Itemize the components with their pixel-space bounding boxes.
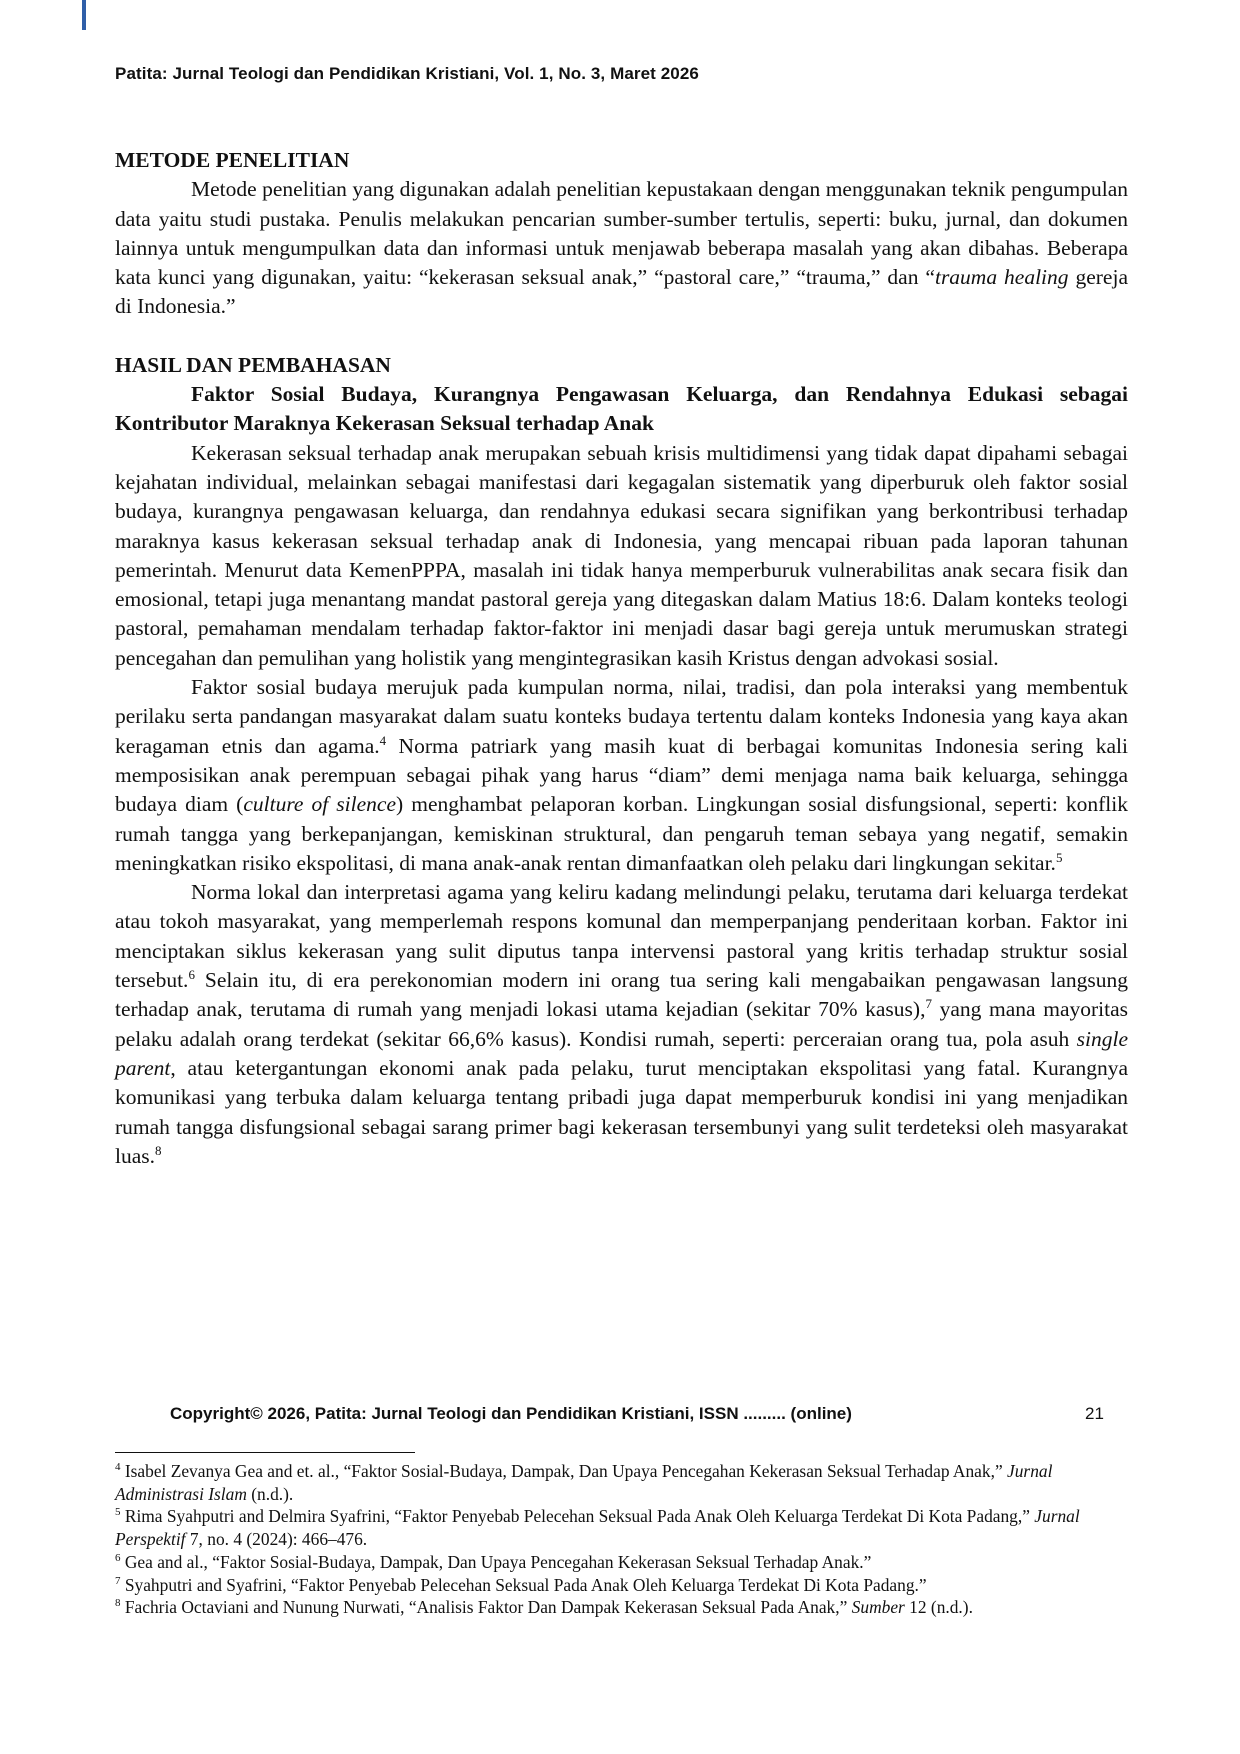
hasil-paragraph-2: Faktor sosial budaya merujuk pada kumpulan norma, nilai, tradisi, dan pola interaksi yang membentuk perilaku serta pandangan masyarakat dalam suatu konteks budaya tertentu dalam konteks Indonesia yang kaya akan keragaman etnis dan agama.$^4$ Norma patriark yang masih kuat di berbagai komunitas Indonesia sering kali memposisikan anak perempuan sebagai pihak yang harus “diam” demi menjaga nama baik keluarga, sehingga budaya diam (culture of silence) menghambat pelaporan korban. Lingkungan sosial disfungsional, seperti: konflik rumah tangga yang berkepanjangan, kemiskinan struktural, dan pengaruh teman sebaya yang negatif, semakin meningkatkan risiko ekspolitasi, di mana anak-anak rentan dimanfaatkan oleh pelaku dari lingkungan sekitar.$^5$ — [115, 675, 1129, 875]
footnote-item: $^8$ Fachria Octaviani and Nunung Nurwati, “Analisis Faktor Dan Dampak Kekerasan Seksual Pada Anak,” Sumber 12 (n.d.). — [115, 1597, 973, 1618]
hasil-paragraph-1: Kekerasan seksual terhadap anak merupakan sebuah krisis multidimensi yang tidak dapat dipahami sebagai kejahatan individual, melainkan sebagai manifestasi dari kegagalan sistematik yang diperburuk oleh faktor sosial budaya, kurangnya pengawasan keluarga, dan rendahnya edukasi secara signifikan yang berkontribusi terhadap maraknya kasus kekerasan seksual terhadap anak di Indonesia, yang mencapai ribuan pada laporan tahunan pemerintah. Menurut data KemenPPPA, masalah ini tidak hanya memperburuk vulnerabilitas anak secara fisik dan emosional, tetapi juga menantang mandat pastoral gereja yang ditegaskan dalam Matius 18:6. Dalam konteks teologi pastoral, pemahaman mendalam terhadap faktor-faktor ini menjadi dasar bagi gereja untuk merumuskan strategi pencegahan dan pemulihan yang holistik yang mengintegrasikan kasih Kristus dengan advokasi sosial. — [115, 440, 1128, 670]
metode-paragraph: Metode penelitian yang digunakan adalah penelitian kepustakaan dengan menggunakan teknik pengumpulan data yaitu studi pustaka. Penulis melakukan pencarian sumber-sumber tertulis, seperti: buku, jurnal, dan dokumen lainnya untuk mengumpulkan data dan informasi untuk menjawab beberapa masalah yang akan dibahas. Beberapa kata kunci yang digunakan, yaitu: “kekerasan seksual anak,” “pastoral care,” “trauma,” dan “trauma healing gereja di Indonesia.” — [115, 177, 1128, 319]
article-body — [115, 146, 1128, 1171]
footnote-item: $^5$ Rima Syahputri and Delmira Syafrini, “Faktor Penyebab Pelecehan Seksual Pada Anak Oleh Keluarga Terdekat Di Kota Padang,” Jurnal Perspektif 7, no. 4 (2024): 466–476. — [115, 1506, 1080, 1550]
footnote-item: $^4$ Isabel Zevanya Gea and et. al., “Faktor Sosial-Budaya, Dampak, Dan Upaya Pencegahan Kekerasan Seksual Terhadap Anak,” Jurnal Administrasi Islam (n.d.). — [115, 1461, 1053, 1504]
footnotes — [115, 1460, 1128, 1619]
copyright-notice: Copyright© 2026, Patita: Jurnal Teologi dan Pendidikan Kristiani, ISSN ......... (online) — [170, 1404, 852, 1423]
footnote-divider — [115, 1452, 415, 1453]
section-heading-hasil: HASIL DAN PEMBAHASAN — [115, 352, 391, 377]
footnote-ref-8[interactable]: 8 — [155, 1142, 162, 1158]
section-heading-metode: METODE PENELITIAN — [115, 148, 350, 172]
footnote-ref-6[interactable]: 6 — [188, 966, 195, 982]
hasil-paragraph-3: Norma lokal dan interpretasi agama yang keliru kadang melindungi pelaku, terutama dari keluarga terdekat atau tokoh masyarakat, yang memperlemah respons komunal dan memperpanjang penderitaan korban. Faktor ini menciptakan siklus kekerasan yang sulit diputus tanpa intervensi pastoral yang kritis terhadap struktur sosial tersebut.$^6$ Selain itu, di era perekonomian modern ini orang tua sering kali mengabaikan pengawasan langsung terhadap anak, terutama di rumah yang menjadi lokasi utama kejadian (sekitar 70% kasus),$^7$ yang mana mayoritas pelaku adalah orang terdekat (sekitar 66,6% kasus). Kondisi rumah, seperti: perceraian orang tua, pola asuh single parent, atau ketergantungan ekonomi anak pada pelaku, turut menciptakan ekspolitasi yang fatal. Kurangnya komunikasi yang terbuka dalam keluarga tentang pribadi juga dapat memperburuk kondisi ini yang menjadikan rumah tangga disfungsional sebagai sarang primer bagi kekerasan tersembunyi yang sulit terdeteksi oleh masyarakat luas.$^8$ — [115, 880, 1129, 1168]
page-number: 21 — [1085, 1404, 1104, 1423]
page-footer — [170, 1404, 1160, 1424]
footnote-item: $^6$ Gea and al., “Faktor Sosial-Budaya, Dampak, Dan Upaya Pencegahan Kekerasan Seksual Terhadap Anak.” — [115, 1551, 872, 1572]
footnote-ref-7[interactable]: 7 — [925, 996, 932, 1012]
footnote-ref-4[interactable]: 4 — [379, 732, 387, 748]
subsection-heading: Faktor Sosial Budaya, Kurangnya Pengawasan Keluarga, dan Rendahnya Edukasi sebagai Kontributor Maraknya Kekerasan Seksual terhadap Anak — [115, 382, 1128, 436]
footnote-ref-5[interactable]: 5 — [1055, 849, 1063, 865]
footnote-item: $^7$ Syahputri and Syafrini, “Faktor Penyebab Pelecehan Seksual Pada Anak Oleh Keluarga Terdekat Di Kota Padang.” — [115, 1574, 927, 1595]
margin-accent-bar — [82, 0, 86, 30]
running-head: Patita: Jurnal Teologi dan Pendidikan Kristiani, Vol. 1, No. 3, Maret 2026 — [115, 64, 699, 83]
